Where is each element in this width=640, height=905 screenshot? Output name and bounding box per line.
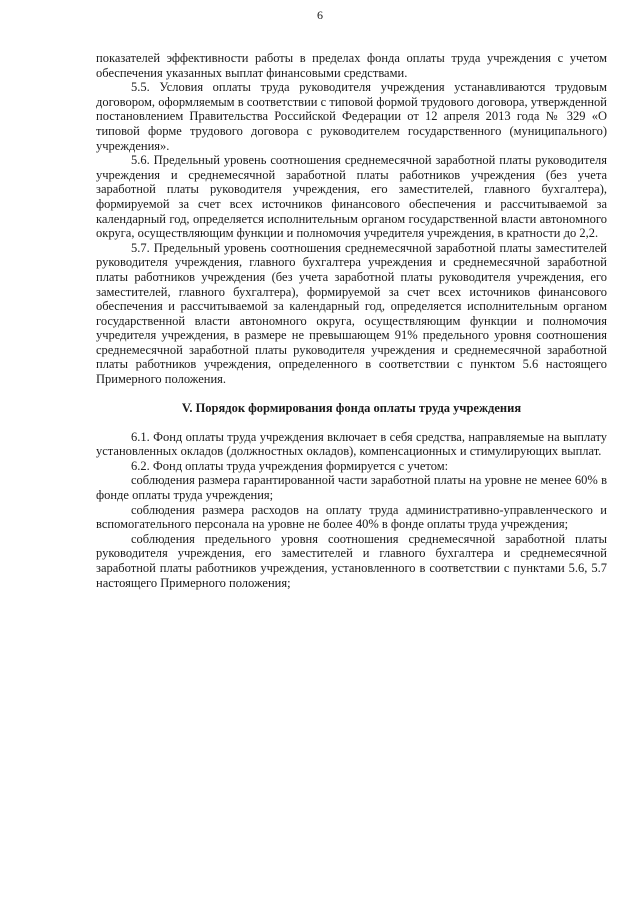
page-number: 6: [317, 8, 323, 22]
paragraph-6-2: 6.2. Фонд оплаты труда учреждения формируется с учетом:: [131, 458, 449, 473]
paragraph-5-5: 5.5. Условия оплаты труда руководителя учреждения устанавливаются трудовым договором, оформляемым в соответствии с типовой формой трудового договора, утвержденной постановлением Правительства Российской Федерации от 12 апреля 2013 года № 329 «О типовой форме трудового договора с руководителем государственного (муниципального) учреждения».: [96, 80, 607, 153]
document-body: [96, 51, 607, 590]
paragraph-6-2-item-admin-expenses: соблюдения размера расходов на оплату труда административно-управленческого и вспомогательного персонала на уровне не более 40% в фонде оплаты труда учреждения;: [96, 502, 607, 532]
paragraph-6-2-item-guaranteed-part: соблюдения размера гарантированной части заработной платы на уровне не менее 60% в фонде оплаты труда учреждения;: [96, 473, 607, 503]
section-heading: V. Порядок формирования фонда оплаты труда учреждения: [181, 400, 522, 415]
paragraph-6-1: 6.1. Фонд оплаты труда учреждения включает в себя средства, направляемые на выплату установленных окладов (должностных окладов), компенсационных и стимулирующих выплат.: [96, 429, 607, 459]
paragraph-5-7: 5.7. Предельный уровень соотношения среднемесячной заработной платы заместителей руководителя учреждения, главного бухгалтера учреждения и среднемесячной заработной платы работников учреждения (без учета заработной платы руководителя учреждения, его заместителей, главного бухгалтера), формируемой за счет всех источников финансового обеспечения и рассчитываемой за календарный год, определяется исполнительным органом государственной власти автономного округа, осуществляющим функции и полномочия учредителя учреждения, в размере не превышающем 91% предельного уровня соотношения среднемесячной заработной платы руководителя учреждения и среднемесячной заработной платы работников учреждения, определенного в соответствии с пунктом 5.6 настоящего Примерного положения.: [96, 240, 607, 387]
paragraph-continuation: показателей эффективности работы в пределах фонда оплаты труда учреждения с учетом обеспечения указанных выплат финансовыми средствами.: [96, 51, 607, 80]
paragraph-6-2-item-salary-ratio: соблюдения предельного уровня соотношения среднемесячной заработной платы руководителя учреждения, его заместителей и главного бухгалтера и среднемесячной заработной платы работников учреждения, установленного в соответствии с пунктами 5.6, 5.7 настоящего Примерного положения;: [96, 531, 607, 590]
paragraph-5-6: 5.6. Предельный уровень соотношения среднемесячной заработной платы руководителя учреждения и среднемесячной заработной платы работников учреждения (без учета заработной платы руководителя учреждения, его заместителей, главного бухгалтера), формируемой за счет всех источников финансового обеспечения и рассчитываемой за календарный год, определяется исполнительным органом государственной власти автономного округа, осуществляющим функции и полномочия учредителя учреждения, в кратности до 2,2.: [96, 153, 607, 241]
